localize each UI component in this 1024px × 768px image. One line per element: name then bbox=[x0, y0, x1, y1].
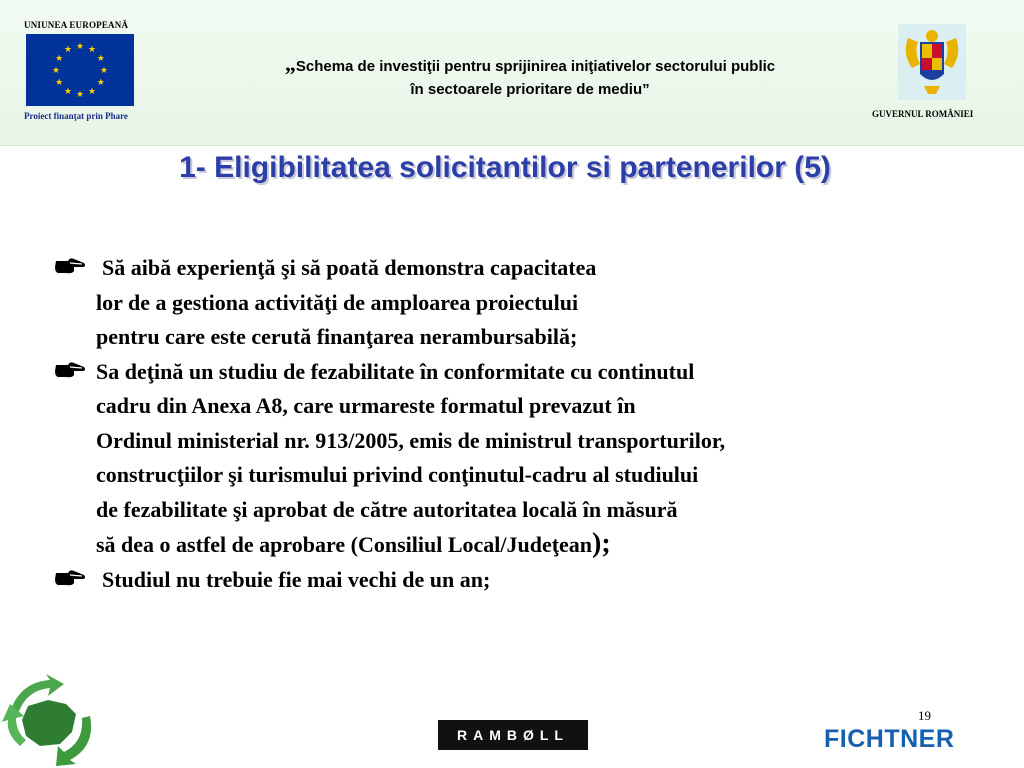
bullet-line: Să aibă experienţă şi să poată demonstra capacitatea bbox=[102, 255, 597, 280]
bullet-list bbox=[54, 251, 954, 597]
recycle-romania-logo-icon bbox=[0, 672, 100, 768]
romania-coat-of-arms-icon bbox=[898, 24, 966, 100]
eu-logo-block bbox=[24, 20, 146, 121]
scheme-title-line1: Schema de investiţii pentru sprijinirea iniţiativelor sectorului public bbox=[295, 58, 776, 75]
ramboll-logo: RAMBØLL bbox=[438, 720, 588, 750]
government-caption: GUVERNUL ROMÂNIEI bbox=[872, 109, 974, 119]
bullet-item bbox=[54, 355, 954, 563]
eu-star-icon: ★ bbox=[99, 65, 109, 75]
bullet-line-suffix: ); bbox=[592, 528, 611, 559]
bullet-line: pentru care este cerută finanţarea nerambursabilă; bbox=[96, 324, 578, 349]
pointing-hand-icon bbox=[54, 255, 86, 275]
eu-flag-icon bbox=[26, 34, 134, 106]
bullet-line: Studiul nu trebuie fie mai vechi de un an; bbox=[102, 566, 491, 592]
scheme-title-line2: în sectoarele prioritare de mediu” bbox=[410, 81, 650, 98]
bullet-line-text: să dea o astfel de aprobare (Consiliul Local/Judeţean bbox=[96, 532, 593, 557]
bullet-item bbox=[54, 563, 954, 598]
eu-star-icon: ★ bbox=[87, 44, 97, 55]
bullet-line: cadru din Anexa A8, care urmareste formatul prevazut în bbox=[96, 393, 636, 418]
eu-star-icon: ★ bbox=[87, 85, 97, 96]
open-quote: „ bbox=[284, 51, 296, 76]
scheme-title bbox=[180, 52, 880, 101]
eu-star-icon: ★ bbox=[55, 77, 64, 87]
bullet-line-last bbox=[96, 527, 954, 563]
eu-star-icon: ★ bbox=[96, 53, 105, 63]
eu-star-icon: ★ bbox=[96, 77, 105, 87]
bullet-line: Ordinul ministerial nr. 913/2005, emis de ministrul transporturilor, bbox=[96, 427, 726, 453]
bullet-line: de fezabilitate şi aprobat de către autoritatea locală în măsură bbox=[96, 496, 678, 522]
eu-star-icon: ★ bbox=[63, 44, 73, 55]
eu-star-icon: ★ bbox=[75, 41, 85, 51]
fichtner-logo: FICHTNER bbox=[824, 725, 955, 753]
eu-star-icon: ★ bbox=[51, 65, 61, 75]
bullet-line: lor de a gestiona activităţi de amploarea proiectului bbox=[96, 289, 579, 315]
eu-star-icon: ★ bbox=[63, 85, 73, 96]
slide-title: 1- Eligibilitatea solicitantilor si partenerilor (5) bbox=[179, 151, 831, 184]
bullet-line: construcţiilor şi turismului privind conţinutul-cadru al studiului bbox=[96, 462, 699, 487]
pointing-hand-icon bbox=[54, 567, 86, 587]
bullet-item bbox=[54, 251, 954, 355]
bullet-line: Sa deţină un studiu de fezabilitate în conformitate cu continutul bbox=[96, 358, 695, 384]
eu-title: UNIUNEA EUROPEANĂ bbox=[24, 20, 129, 30]
eu-caption: Proiect finanţat prin Phare bbox=[24, 111, 128, 121]
eu-star-icon: ★ bbox=[55, 53, 64, 63]
slide-header bbox=[0, 0, 1024, 146]
pointing-hand-icon bbox=[54, 359, 86, 379]
eu-star-icon: ★ bbox=[75, 89, 85, 99]
page-number: 19 bbox=[918, 708, 931, 723]
